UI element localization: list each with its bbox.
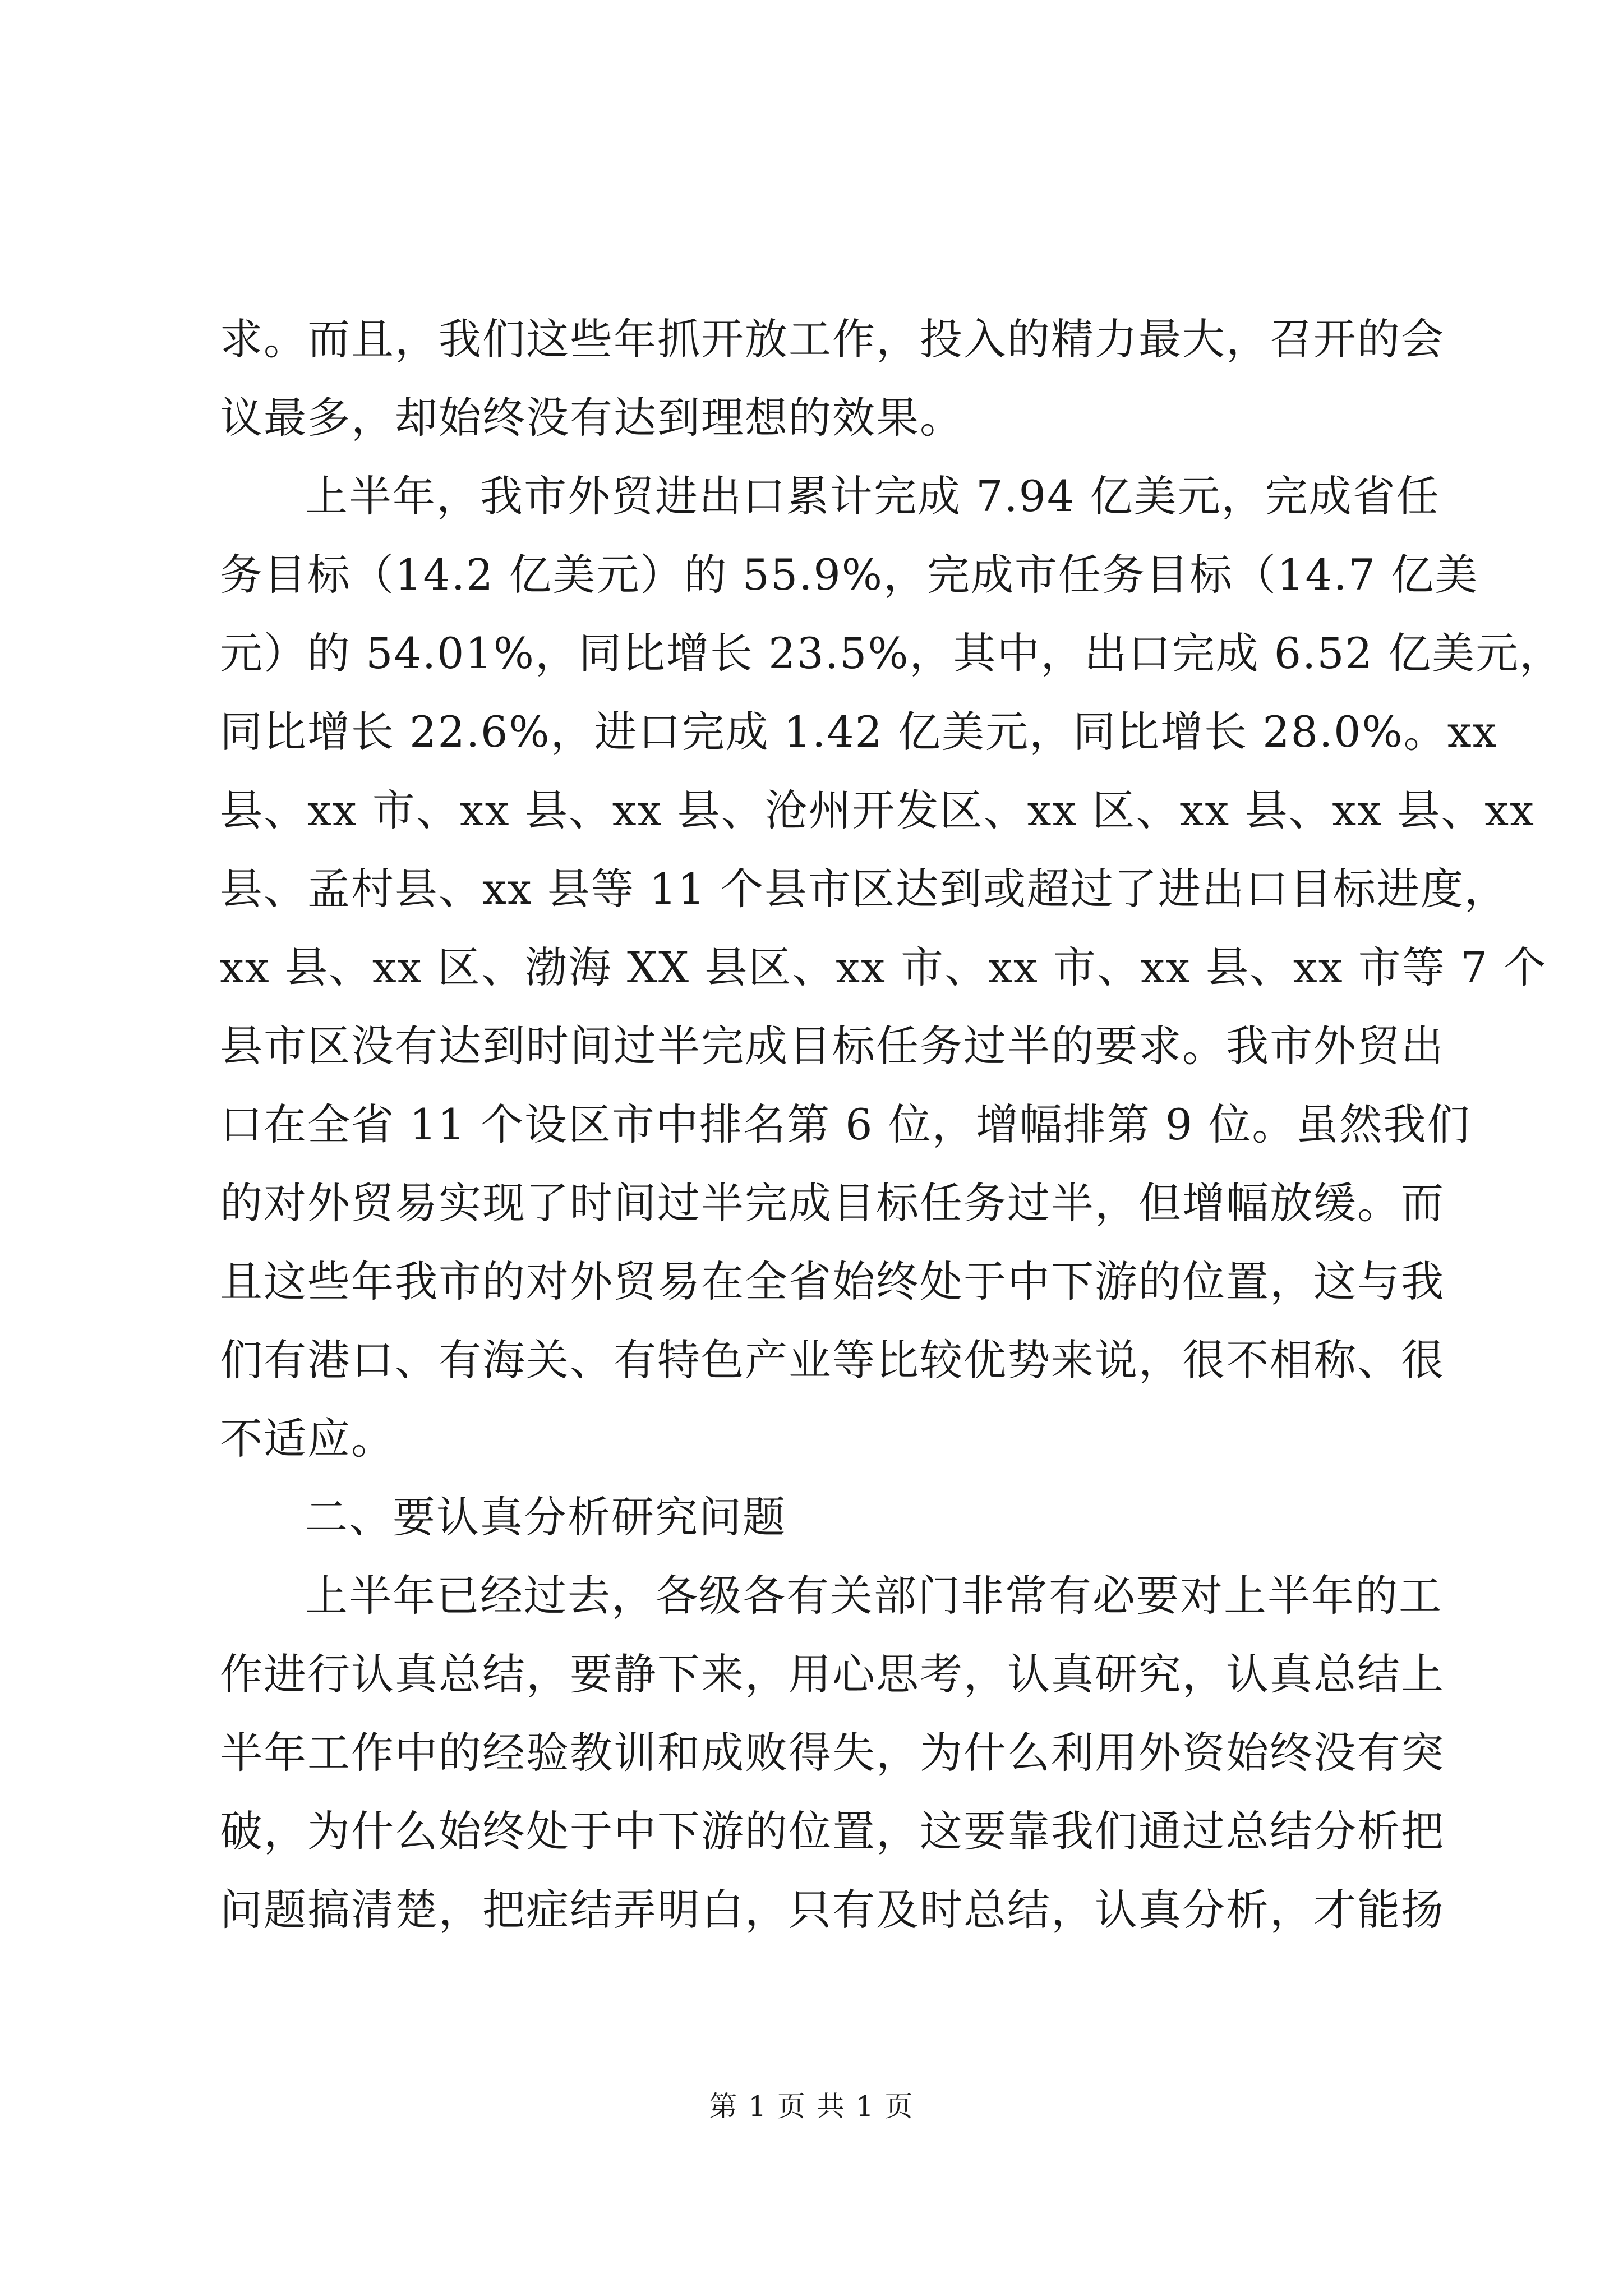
text-line: 务目标（14.2 亿美元）的 55.9%，完成市任务目标（14.7 亿美: [220, 550, 1479, 600]
text-line: xx 县、xx 区、渤海 XX 县区、xx 市、xx 市、xx 县、xx 市等 7 个: [220, 942, 1547, 992]
text-line: 破，为什么始终处于中下游的位置，这要靠我们通过总结分析把: [220, 1806, 1445, 1856]
text-line: 的对外贸易实现了时间过半完成目标任务过半，但增幅放缓。而: [220, 1178, 1445, 1228]
text-line: 且这些年我市的对外贸易在全省始终处于中下游的位置，这与我: [220, 1257, 1445, 1306]
text-line: 半年工作中的经验教训和成败得失，为什么利用外资始终没有突: [220, 1728, 1445, 1778]
text-line: 作进行认真总结，要静下来，用心思考，认真研究，认真总结上: [220, 1649, 1445, 1699]
text-line: 问题搞清楚，把症结弄明白，只有及时总结，认真分析，才能扬: [220, 1885, 1445, 1935]
text-line: 口在全省 11 个设区市中排名第 6 位，增幅排第 9 位。虽然我们: [220, 1099, 1471, 1149]
text-line: 二、要认真分析研究问题: [305, 1492, 786, 1542]
text-line: 同比增长 22.6%，进口完成 1.42 亿美元，同比增长 28.0%。xx: [220, 707, 1498, 757]
text-line: 县、xx 市、xx 县、xx 县、沧州开发区、xx 区、xx 县、xx 县、xx: [220, 785, 1536, 835]
text-line: 上半年，我市外贸进出口累计完成 7.94 亿美元，完成省任: [305, 471, 1440, 521]
text-line: 县市区没有达到时间过半完成目标任务过半的要求。我市外贸出: [220, 1021, 1445, 1071]
text-line: 们有港口、有海关、有特色产业等比较优势来说，很不相称、很: [220, 1335, 1445, 1385]
page-footer: 第 1 页 共 1 页: [709, 2090, 914, 2123]
text-line: 元）的 54.01%，同比增长 23.5%，其中，出口完成 6.52 亿美元，: [220, 628, 1564, 678]
text-line: 议最多，却始终没有达到理想的效果。: [220, 393, 963, 443]
text-line: 县、孟村县、xx 县等 11 个县市区达到或超过了进出口目标进度，: [220, 864, 1508, 914]
text-line: 不适应。: [220, 1414, 395, 1464]
text-line: 求。而且，我们这些年抓开放工作，投入的精力最大，召开的会: [220, 314, 1445, 364]
document-body: [220, 300, 1564, 1949]
text-line: 上半年已经过去，各级各有关部门非常有必要对上半年的工: [305, 1571, 1442, 1621]
